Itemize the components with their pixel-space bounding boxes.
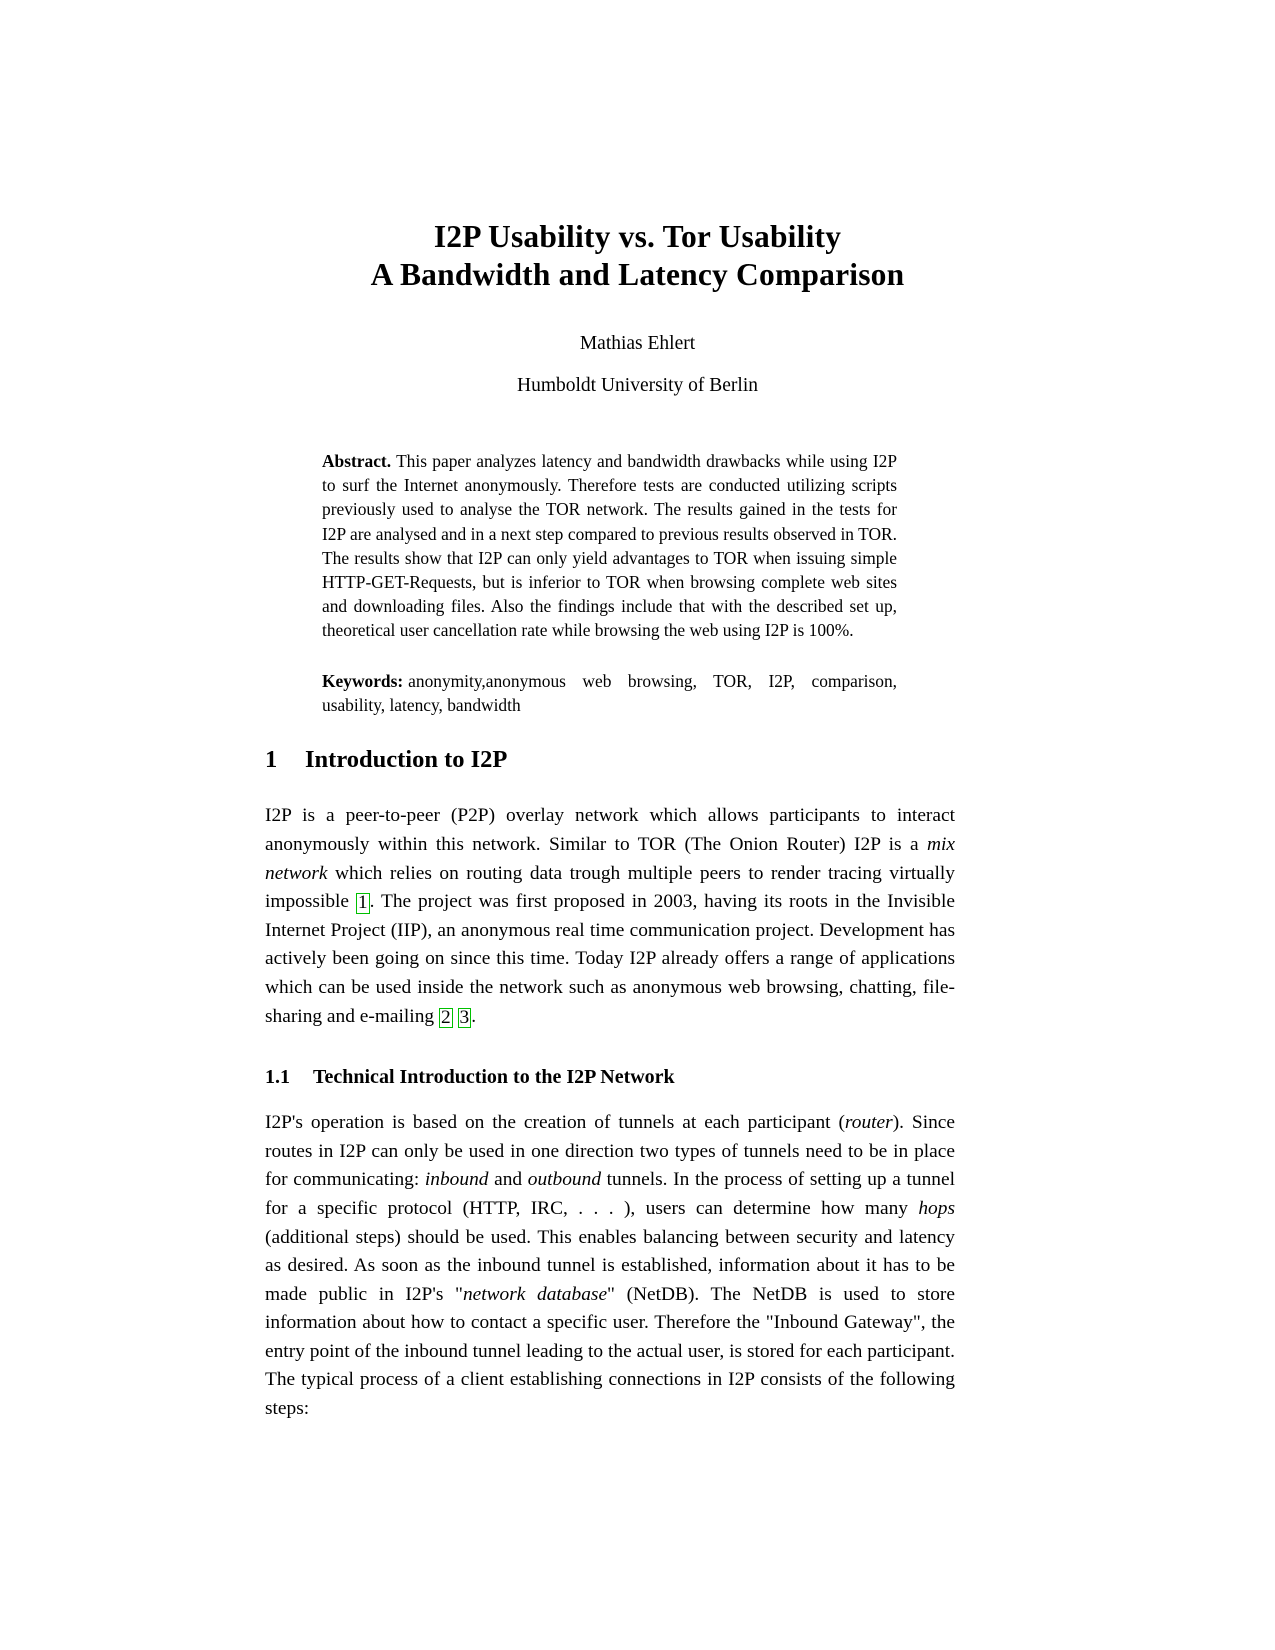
tech-text-a: I2P's operation is based on the creation of tunnels at each participant ( [265,1112,845,1134]
tech-text-b: ). Since routes in I2P can only be used in one direction two types of tunnels need to be in place for communicating: [265,1112,955,1191]
tech-text-e: (additional steps) should be used. This enables balancing between security and latency as desired. As soon as the inbound tunnel is established, information about it has to be made public in I2P's " [265,1226,955,1305]
tech-italic-inbound: inbound [424,1169,489,1191]
intro-italic-mix-network: mix network [265,833,955,884]
keywords-text: anonymity,anonymous web browsing, TOR, I2P, comparison, usability, latency, bandwidth [322,670,897,715]
citation-link-3[interactable]: 3 [459,1006,470,1028]
citation-link-1[interactable]: 1 [357,892,368,914]
citation-link-2[interactable]: 2 [440,1006,451,1028]
section-1-1-paragraph [265,1109,955,1424]
intro-text-d: . [471,1005,477,1027]
title-line-2: A Bandwidth and Latency Comparison [370,257,905,293]
section-heading-1-1 [265,1065,955,1089]
author-affiliation: Humboldt University of Berlin [516,375,759,396]
section-number-1: 1 [265,746,278,773]
tech-text-d: tunnels. In the process of setting up a tunnel for a specific protocol (HTTP, IRC, . . . ), users can determine how many [265,1169,955,1219]
section-number-1-1: 1.1 [265,1066,290,1089]
abstract-block [322,449,897,717]
section-heading-1 [265,745,955,774]
tech-italic-network-database: network database [462,1283,608,1305]
tech-italic-hops: hops [918,1197,955,1219]
tech-text-c: and [488,1169,528,1191]
keywords-paragraph [322,669,897,717]
intro-text-a: I2P is a peer-to-peer (P2P) overlay network which allows participants to interact anonymously within this network. Similar to TOR (The Onion Router) I2P is a [265,805,955,855]
paper-title [0,218,1275,295]
abstract-text: This paper analyzes latency and bandwidth drawbacks while using I2P to surf the Internet anonymously. Therefore tests are conducted utilizing scripts previously used to analyse the TOR network. The results gained in the tests for I2P are analysed and in a next step compared to previous results observed in TOR. The results show that I2P can only yield advantages to TOR when issuing simple HTTP-GET-Requests, but is inferior to TOR when browsing complete web sites and downloading files. Also the findings include that with the described set up, theoretical user cancellation rate while browsing the web using I2P is 100%. [322,451,897,641]
section-title-1-1: Technical Introduction to the I2P Network [313,1066,675,1089]
title-line-1: I2P Usability vs. Tor Usability [433,219,842,254]
intro-text-c: . The project was first proposed in 2003, having its roots in the Invisible Internet Project (IIP), an anonymous real time communication project. Development has actively been going on since this time. Today I2P already offers a range of applications which can be used inside the network such as anonymous web browsing, chatting, file-sharing and e-mailing [265,891,955,1027]
tech-italic-outbound: outbound [527,1169,602,1191]
intro-text-b: which relies on routing data trough multiple peers to render tracing virtually impossible [265,862,955,913]
tech-text-f: " (NetDB). The NetDB is used to store information about how to contact a specific user. Therefore the "Inbound Gateway", the entry point of the inbound tunnel leading to the actual user, is stored for each participant. The typical process of a client establishing connections in I2P consists of the following steps: [265,1283,955,1420]
body-column [265,745,955,1424]
section-1-paragraph [265,802,955,1031]
tech-italic-router: router [844,1112,893,1134]
abstract-label: Abstract. [322,451,392,471]
keywords-label: Keywords: [322,670,404,691]
author-name: Mathias Ehlert [579,333,696,354]
abstract-paragraph [322,449,897,643]
section-title-1: Introduction to I2P [305,746,508,773]
